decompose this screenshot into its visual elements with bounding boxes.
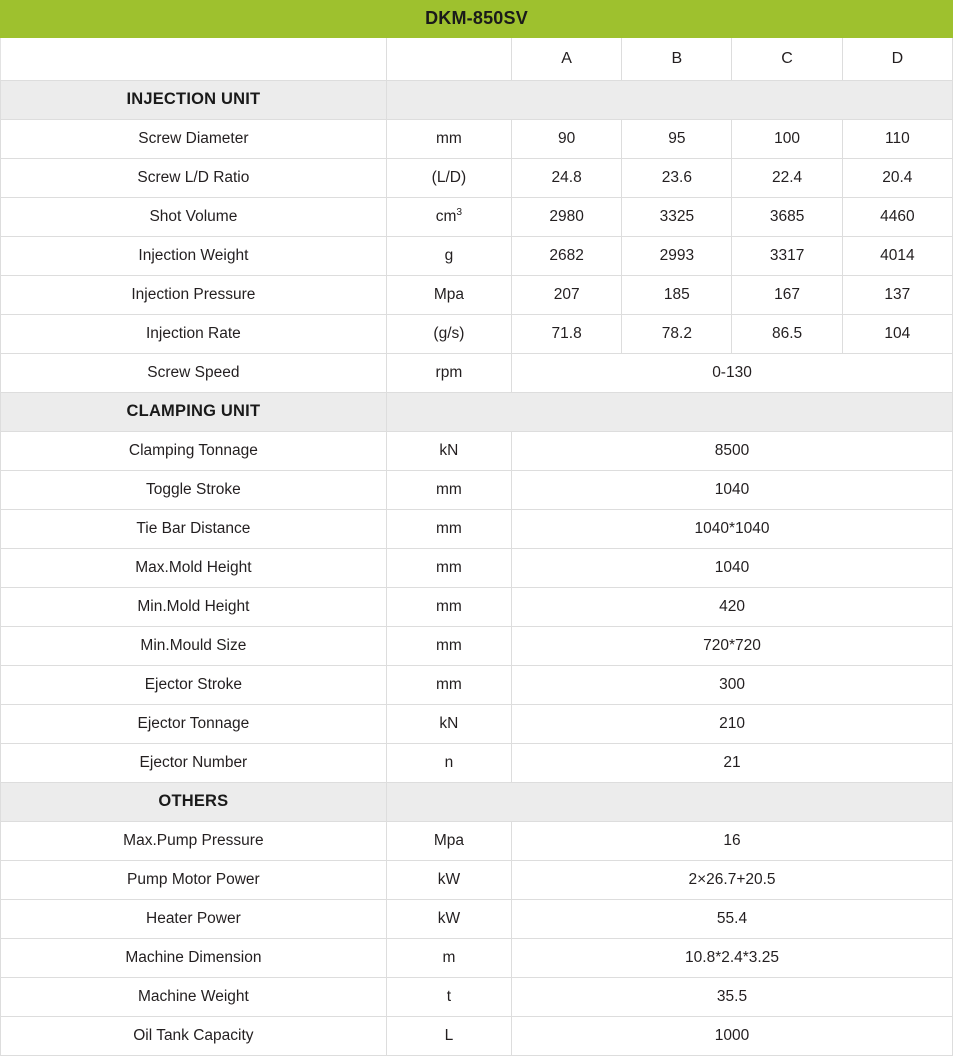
spec-value: 23.6 (622, 159, 732, 198)
spec-unit: Mpa (386, 276, 511, 315)
table-row (1, 432, 953, 471)
spec-value-merged: 35.5 (512, 978, 953, 1017)
table-row (1, 627, 953, 666)
spec-value: 3325 (622, 198, 732, 237)
column-header-blank-0 (1, 38, 387, 81)
table-row (1, 588, 953, 627)
spec-value: 100 (732, 120, 842, 159)
table-row (1, 744, 953, 783)
spec-unit: kW (386, 900, 511, 939)
section-header-row (1, 783, 953, 822)
column-header-blank-1 (386, 38, 511, 81)
spec-name: Min.Mold Height (1, 588, 387, 627)
spec-value: 185 (622, 276, 732, 315)
table-row (1, 549, 953, 588)
spec-name: Injection Pressure (1, 276, 387, 315)
spec-value-merged: 1040*1040 (512, 510, 953, 549)
spec-value: 71.8 (512, 315, 622, 354)
model-title-row (1, 1, 953, 38)
spec-name: Screw Diameter (1, 120, 387, 159)
table-row (1, 1017, 953, 1056)
spec-name: Ejector Tonnage (1, 705, 387, 744)
spec-unit: m (386, 939, 511, 978)
table-row (1, 705, 953, 744)
spec-name: Machine Weight (1, 978, 387, 1017)
spec-value: 20.4 (842, 159, 952, 198)
spec-name: Max.Mold Height (1, 549, 387, 588)
spec-value-merged: 210 (512, 705, 953, 744)
spec-unit: Mpa (386, 822, 511, 861)
section-title: OTHERS (1, 783, 387, 822)
spec-unit: (L/D) (386, 159, 511, 198)
section-title: CLAMPING UNIT (1, 393, 387, 432)
spec-unit: mm (386, 120, 511, 159)
spec-value-merged: 300 (512, 666, 953, 705)
spec-value: 3317 (732, 237, 842, 276)
spec-value-merged: 1000 (512, 1017, 953, 1056)
spec-value: 90 (512, 120, 622, 159)
spec-value: 95 (622, 120, 732, 159)
table-row (1, 315, 953, 354)
spec-unit: mm (386, 627, 511, 666)
table-row (1, 198, 953, 237)
spec-value-merged: 0-130 (512, 354, 953, 393)
spec-unit: t (386, 978, 511, 1017)
spec-name: Heater Power (1, 900, 387, 939)
spec-value: 2980 (512, 198, 622, 237)
table-row (1, 354, 953, 393)
spec-value: 4460 (842, 198, 952, 237)
spec-value-merged: 420 (512, 588, 953, 627)
spec-name: Injection Weight (1, 237, 387, 276)
spec-value-merged: 55.4 (512, 900, 953, 939)
table-row (1, 900, 953, 939)
unit-base: cm (435, 207, 457, 225)
table-row (1, 666, 953, 705)
section-filler (386, 393, 952, 432)
spec-value-merged: 1040 (512, 471, 953, 510)
spec-unit: rpm (386, 354, 511, 393)
spec-unit: kW (386, 861, 511, 900)
spec-value: 207 (512, 276, 622, 315)
spec-name: Min.Mould Size (1, 627, 387, 666)
spec-name: Toggle Stroke (1, 471, 387, 510)
spec-name: Oil Tank Capacity (1, 1017, 387, 1056)
spec-value: 22.4 (732, 159, 842, 198)
spec-unit: kN (386, 705, 511, 744)
section-header-row (1, 393, 953, 432)
spec-name: Pump Motor Power (1, 861, 387, 900)
table-row (1, 471, 953, 510)
column-header-D: D (842, 38, 952, 81)
table-row (1, 978, 953, 1017)
spec-name: Ejector Stroke (1, 666, 387, 705)
table-row (1, 861, 953, 900)
table-row (1, 276, 953, 315)
spec-value-merged: 10.8*2.4*3.25 (512, 939, 953, 978)
spec-name: Tie Bar Distance (1, 510, 387, 549)
spec-value: 110 (842, 120, 952, 159)
spec-unit: mm (386, 471, 511, 510)
spec-value-merged: 16 (512, 822, 953, 861)
spec-name: Ejector Number (1, 744, 387, 783)
spec-name: Max.Pump Pressure (1, 822, 387, 861)
table-row (1, 159, 953, 198)
spec-value: 24.8 (512, 159, 622, 198)
table-row (1, 237, 953, 276)
table-row (1, 939, 953, 978)
spec-value: 104 (842, 315, 952, 354)
column-header-C: C (732, 38, 842, 81)
spec-value-merged: 1040 (512, 549, 953, 588)
column-header-B: B (622, 38, 732, 81)
spec-value: 2993 (622, 237, 732, 276)
spec-name: Screw L/D Ratio (1, 159, 387, 198)
spec-value-merged: 720*720 (512, 627, 953, 666)
table-row (1, 510, 953, 549)
section-filler (386, 783, 952, 822)
spec-unit: mm (386, 588, 511, 627)
table-row (1, 120, 953, 159)
spec-name: Screw Speed (1, 354, 387, 393)
spec-unit: n (386, 744, 511, 783)
section-filler (386, 81, 952, 120)
spec-unit (386, 198, 511, 237)
spec-value-merged: 8500 (512, 432, 953, 471)
spec-value-merged: 2×26.7+20.5 (512, 861, 953, 900)
section-header-row (1, 81, 953, 120)
spec-unit: mm (386, 549, 511, 588)
model-title: DKM-850SV (1, 1, 953, 38)
spec-value: 86.5 (732, 315, 842, 354)
section-title: INJECTION UNIT (1, 81, 387, 120)
spec-value: 4014 (842, 237, 952, 276)
spec-name: Machine Dimension (1, 939, 387, 978)
spec-name: Clamping Tonnage (1, 432, 387, 471)
spec-unit: g (386, 237, 511, 276)
spec-value-merged: 21 (512, 744, 953, 783)
spec-name: Injection Rate (1, 315, 387, 354)
spec-value: 3685 (732, 198, 842, 237)
spec-unit: mm (386, 666, 511, 705)
spec-name: Shot Volume (1, 198, 387, 237)
spec-value: 137 (842, 276, 952, 315)
spec-unit: kN (386, 432, 511, 471)
spec-unit: (g/s) (386, 315, 511, 354)
unit-exponent: 3 (456, 206, 463, 218)
spec-unit: mm (386, 510, 511, 549)
spec-unit: L (386, 1017, 511, 1056)
column-header-row (1, 38, 953, 81)
table-row (1, 822, 953, 861)
spec-value: 78.2 (622, 315, 732, 354)
spec-value: 167 (732, 276, 842, 315)
spec-value: 2682 (512, 237, 622, 276)
column-header-A: A (512, 38, 622, 81)
